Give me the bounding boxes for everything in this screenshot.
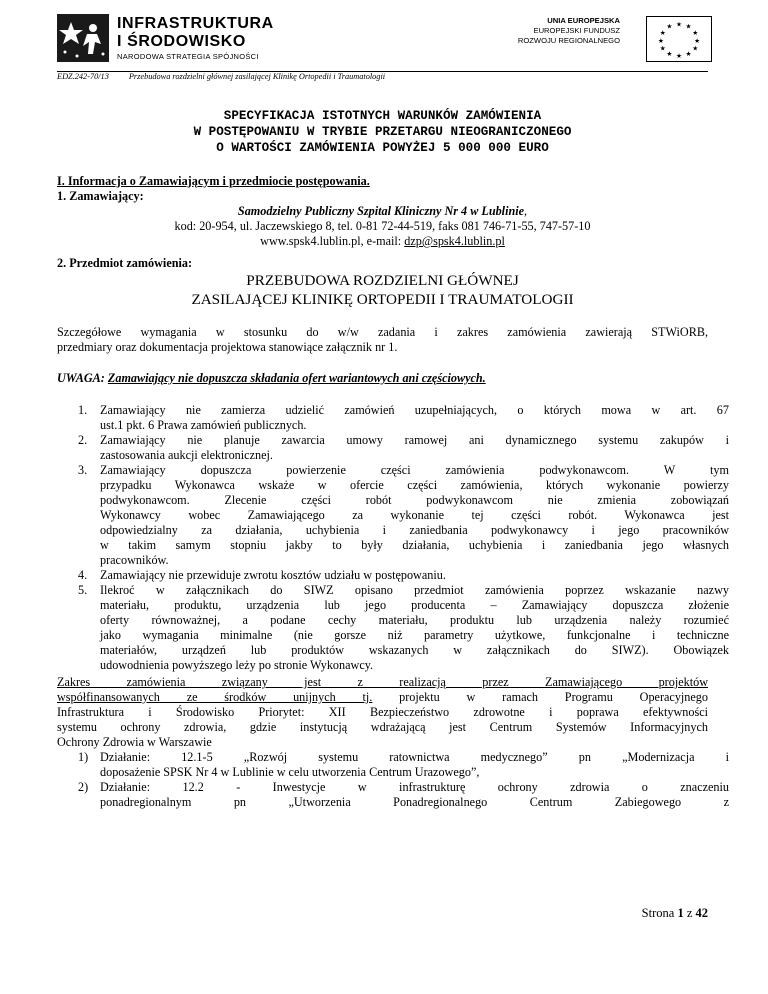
total-pages: 42 bbox=[695, 906, 708, 920]
list-item-line: Ilekroć w załącznikach do SIWZ opisano przedmiot zamówienia poprzez wskazanie nazwy bbox=[100, 583, 729, 597]
scope-line-1: Zakres zamówienia związany jest z realizacją przez Zamawiającego projektów bbox=[57, 675, 708, 689]
list-item-line: Zamawiający dopuszcza powierzenie części zamówienia podwykonawcom. W tym bbox=[100, 463, 729, 477]
organization-name bbox=[57, 204, 708, 219]
svg-text:★: ★ bbox=[694, 36, 701, 45]
section-heading: I. Informacja o Zamawiającym i przedmiocie postępowania. bbox=[57, 174, 370, 188]
organization-contact bbox=[57, 234, 708, 249]
scope-line-2 bbox=[57, 690, 708, 705]
email-link[interactable]: dzp@spsk4.lublin.pl bbox=[404, 234, 505, 248]
list-item-line: Zamawiający nie planuje zawarcia umowy ramowej ani dynamicznego systemu zakupów i bbox=[100, 433, 729, 447]
svg-text:★: ★ bbox=[659, 44, 666, 53]
organization-name-comma: , bbox=[524, 204, 528, 218]
page-label: Strona bbox=[641, 906, 675, 920]
list-item-number: 3. bbox=[78, 463, 88, 477]
svg-text:★: ★ bbox=[666, 22, 673, 31]
page-separator: z bbox=[686, 906, 693, 920]
subject-title-line-2: ZASILAJĄCEJ KLINIKĘ ORTOPEDII I TRAUMATOLOGII bbox=[191, 291, 574, 308]
eu-flag-icon bbox=[646, 16, 712, 62]
organization-address: kod: 20-954, ul. Jaczewskiego 8, tel. 0-81 72-44-519, faks 081 746-71-55, 747-57-10 bbox=[174, 219, 591, 233]
action-item-line: Działanie: 12.2 - Inwestycje w infrastrukturę ochrony zdrowia o znaczeniu bbox=[100, 780, 729, 794]
list-item-line: Zamawiający nie zamierza udzielić zamówień uzupełniających, o których mowa w art. 67 bbox=[100, 403, 729, 417]
logo-line-1: INFRASTRUKTURA bbox=[117, 15, 274, 32]
scope-line-3: Infrastruktura i Środowisko Priorytet: XII Bezpieczeństwo zdrowotne i poprawa efektywności bbox=[57, 705, 708, 719]
svg-text:★: ★ bbox=[659, 29, 666, 38]
action-item-line: ponadregionalnym pn „Utworzenia Ponadregionalnego Centrum Zabiegowego z bbox=[100, 795, 729, 809]
list-item-number: 1. bbox=[78, 403, 88, 417]
list-item-line: przypadku Wykonawca wskaże w ofercie części zamówienia, których wykonanie powierzy bbox=[100, 478, 729, 492]
list-item-line: udowodnienia powyższego leży po stronie Wykonawcy. bbox=[100, 658, 374, 672]
action-item-number: 1) bbox=[78, 750, 89, 764]
eu-line-2: EUROPEJSKI FUNDUSZ bbox=[533, 26, 620, 35]
list-item-line: Wykonawcy wobec Zamawiającego za wykonanie tej części robót. Wykonawca jest bbox=[100, 508, 729, 522]
scope-line-2-rest: projektu w ramach Programu Operacyjnego bbox=[372, 690, 708, 704]
page-number bbox=[642, 906, 708, 921]
list-item-line: podwykonawcom. Zlecenie części robót podwykonawcom nie zmienia zobowiązań bbox=[100, 493, 729, 507]
svg-text:★: ★ bbox=[676, 20, 682, 29]
list-item-line: pracowników. bbox=[100, 553, 169, 567]
details-line-2: przedmiary oraz dokumentacja projektowa stanowiące załącznik nr 1. bbox=[57, 340, 398, 354]
list-item-line: oferty równoważnej, a podane cechy materiału, produktu lub urządzenia należy rozumieć bbox=[100, 613, 729, 627]
organization-name-text: Samodzielny Publiczny Szpital Kliniczny Nr 4 w Lublinie bbox=[237, 204, 525, 218]
eu-logo bbox=[502, 16, 712, 66]
eu-line-1: UNIA EUROPEJSKA bbox=[547, 16, 620, 25]
list-item-line: w takim samym stopniu jakby to były działania, uchybienia i zaniedbania jego własnych bbox=[100, 538, 729, 552]
subject-label: 2. Przedmiot zamówienia: bbox=[57, 256, 193, 270]
eu-line-3: ROZWOJU REGIONALNEGO bbox=[517, 36, 620, 45]
list-item-line: materiału, produktu, urządzenia lub jego producenta – Zamawiający dopuszcza złożenie bbox=[100, 598, 729, 612]
list-item-line: materiałów, urządzeń lub produktów wskazanych w załącznikach do SIWZ). Obowiązek bbox=[100, 643, 729, 657]
list-item-number: 5. bbox=[78, 583, 88, 597]
details-line-1: Szczegółowe wymagania w stosunku do w/w zadania i zakres zamówienia zawierają STWiORB, bbox=[57, 325, 708, 339]
document-reference bbox=[57, 72, 385, 81]
action-item-line: doposażenie SPSK Nr 4 w Lublinie w celu utworzenia Centrum Urazowego”, bbox=[100, 765, 480, 779]
svg-text:★: ★ bbox=[692, 29, 699, 38]
document-title-line-3: O WARTOŚCI ZAMÓWIENIA POWYŻEJ 5 000 000 EURO bbox=[216, 141, 549, 155]
svg-text:★: ★ bbox=[692, 44, 699, 53]
svg-text:★: ★ bbox=[666, 50, 673, 59]
list-item-line: odpowiedzialny za działania, uchybienia i zaniedbania podwykonawcy i jego pracowników bbox=[100, 523, 729, 537]
reference-code: EDZ.242-70/13 bbox=[57, 72, 109, 81]
scope-line-5: Ochrony Zdrowia w Warszawie bbox=[57, 735, 212, 749]
list-item-line: jako wymagania minimalne (nie gorsze niż parametry użytkowe, funkcjonalne i techniczne bbox=[100, 628, 729, 642]
svg-text:★: ★ bbox=[685, 50, 692, 59]
svg-text:★: ★ bbox=[685, 22, 692, 31]
current-page: 1 bbox=[677, 906, 684, 920]
subject-title-line-1: PRZEBUDOWA ROZDZIELNI GŁÓWNEJ bbox=[246, 272, 519, 289]
eu-logo-text bbox=[518, 16, 620, 46]
svg-text:★: ★ bbox=[676, 52, 682, 61]
infrastruktura-logo bbox=[57, 14, 307, 64]
website-text: www.spsk4.lublin.pl, e-mail: bbox=[260, 234, 405, 248]
scope-line-4: systemu ochrony zdrowia, gdzie instytucją wdrażającą jest Centrum Systemów Informacyjnych bbox=[57, 720, 708, 734]
logo-line-3: NARODOWA STRATEGIA SPÓJNOŚCI bbox=[117, 52, 259, 61]
document-title-line-2: W POSTĘPOWANIU W TRYBIE PRZETARGU NIEOGRANICZONEGO bbox=[193, 125, 572, 139]
list-item-line: ust.1 pkt. 6 Prawa zamówień publicznych. bbox=[100, 418, 307, 432]
warning-label: UWAGA: bbox=[57, 371, 105, 385]
list-item-number: 2. bbox=[78, 433, 88, 447]
warning-text: Zamawiający nie dopuszcza składania ofert wariantowych ani częściowych. bbox=[107, 371, 486, 385]
scope-line-2-underlined: współfinansowanych ze środków unijnych tj. bbox=[57, 690, 373, 704]
svg-text:★: ★ bbox=[657, 36, 664, 45]
action-item-number: 2) bbox=[78, 780, 89, 794]
action-item-line: Działanie: 12.1-5 „Rozwój systemu ratownictwa medycznego” pn „Modernizacja i bbox=[100, 750, 729, 764]
list-item-line: Zamawiający nie przewiduje zwrotu kosztów udziału w postępowaniu. bbox=[100, 568, 446, 582]
contracting-authority-label: 1. Zamawiający: bbox=[57, 189, 144, 203]
list-item-number: 4. bbox=[78, 568, 88, 582]
star-figure-logo-icon bbox=[57, 14, 109, 62]
reference-title: Przebudowa rozdzielni głównej zasilającej Klinikę Ortopedii i Traumatologii bbox=[128, 72, 386, 81]
warning-note bbox=[57, 371, 486, 386]
document-title-line-1: SPECYFIKACJA ISTOTNYCH WARUNKÓW ZAMÓWIENIA bbox=[223, 109, 542, 123]
logo-line-2: I ŚRODOWISKO bbox=[117, 33, 246, 50]
list-item-line: zastosowania aukcji elektronicznej. bbox=[100, 448, 273, 462]
